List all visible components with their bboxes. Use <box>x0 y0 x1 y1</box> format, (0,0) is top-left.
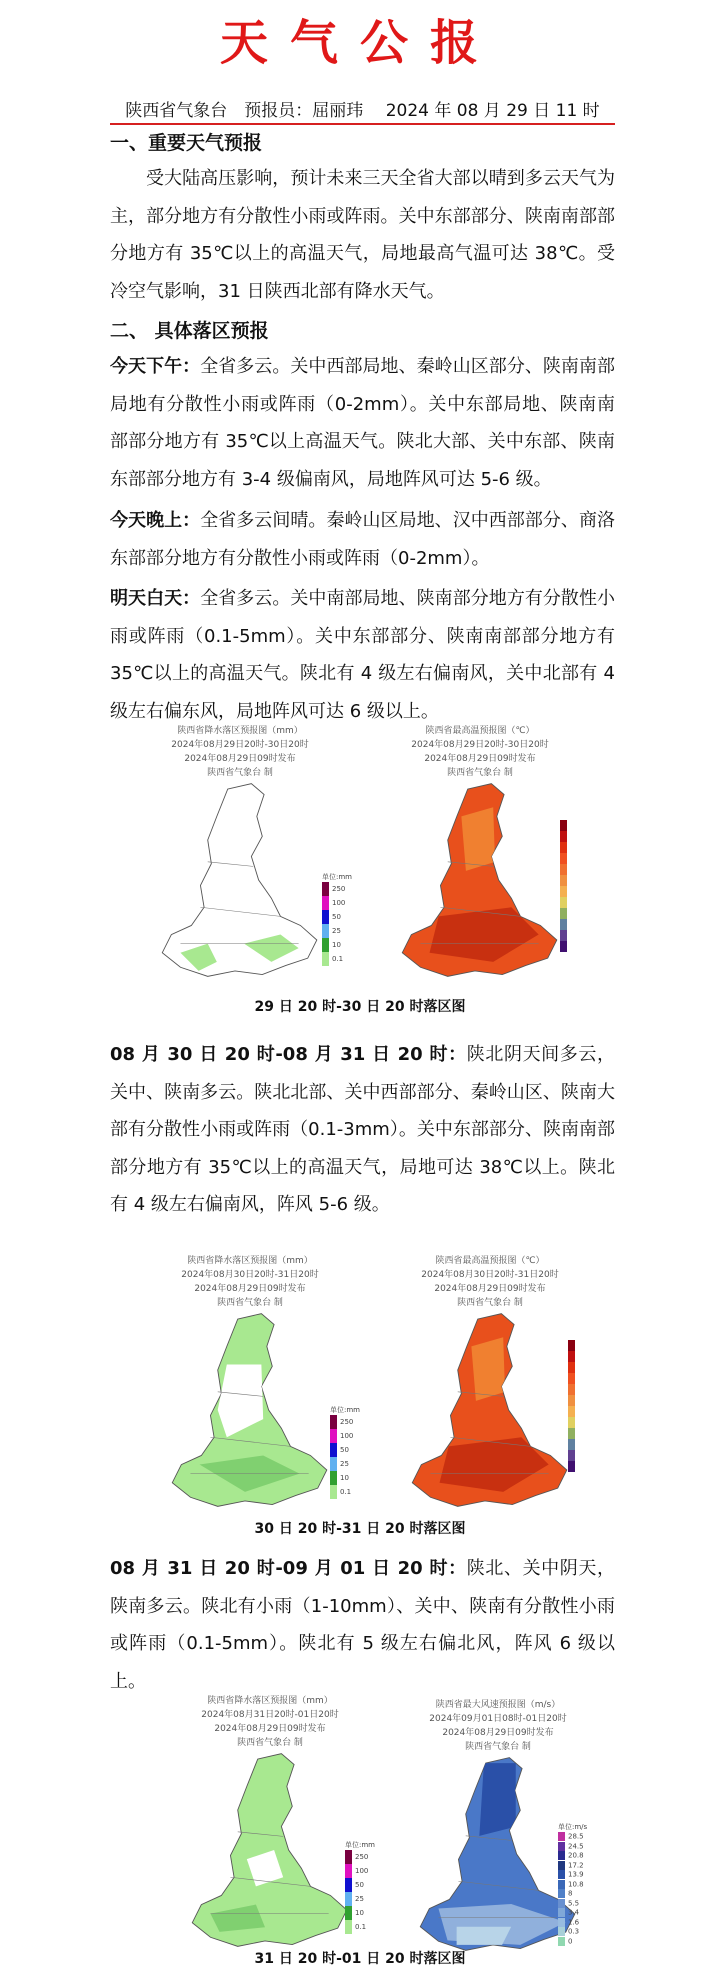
legend-swatch <box>568 1384 575 1395</box>
maps1-caption: 29 日 20 时-30 日 20 时落区图 <box>254 999 466 1015</box>
map-maker: 陕西省气象台 制 <box>457 1298 523 1308</box>
legend-entry: 10 <box>322 938 352 952</box>
legend-swatch <box>568 1417 575 1428</box>
legend-entry: 0.1 <box>345 1920 375 1934</box>
bulletin-title: 天气公报 <box>219 15 500 71</box>
tonight-forecast <box>110 502 615 577</box>
legend-swatch <box>560 897 567 908</box>
legend-unit: 单位:mm <box>330 1406 360 1414</box>
legend-entry: 17.2 <box>558 1861 587 1871</box>
legend-swatch <box>560 820 567 831</box>
map-title: 陕西省最大风速预报图（m/s） <box>435 1700 561 1710</box>
section2-heading: 二、 具体落区预报 <box>110 320 269 342</box>
map-issued: 2024年08月29日09时发布 <box>214 1724 326 1734</box>
legend-entry: 0.1 <box>322 952 352 966</box>
maps3-caption: 31 日 20 时-01 日 20 时落区图 <box>254 1951 466 1967</box>
legend-entry: 5.5 <box>558 1899 587 1909</box>
tonight-label: 今天晚上： <box>110 510 201 531</box>
legend-entry: 10.8 <box>558 1880 587 1890</box>
map-issued: 2024年08月29日09时发布 <box>434 1284 546 1294</box>
shaanxi-map-shape <box>360 780 590 980</box>
map-header <box>120 724 360 780</box>
map-maker: 陕西省气象台 制 <box>237 1738 303 1748</box>
legend-entry: 25 <box>345 1892 375 1906</box>
period2-text: 陕北阴天间多云，关中、陕南多云。陕北北部、关中西部部分、秦岭山区、陕南大部有分散性小雨或阵雨（0.1-3mm）。关中东部部分、陕南南部部分地方有 35℃以上的高温天气，局地可达 38℃以上。陕北有 4 级左右偏南风，阵风 5-6 级。 <box>110 1044 615 1215</box>
legend-entry: 100 <box>345 1864 375 1878</box>
legend-entry: 50 <box>330 1443 360 1457</box>
legend-swatch <box>568 1450 575 1461</box>
temp-legend-2 <box>568 1340 575 1472</box>
bulletin-meta: 陕西省气象台 预报员：屈丽玮 2024 年 08 月 29 日 11 时 <box>110 96 615 125</box>
legend-entry: 0 <box>558 1937 587 1947</box>
legend-entry: 13.9 <box>558 1870 587 1880</box>
legend-swatch <box>560 919 567 930</box>
shaanxi-map-shape <box>130 1310 360 1510</box>
legend-entry: 0.1 <box>330 1485 360 1499</box>
rain-legend-3 <box>345 1840 375 1934</box>
legend-entry: 50 <box>345 1878 375 1892</box>
map-header <box>360 724 600 780</box>
legend-swatch <box>568 1395 575 1406</box>
map-issued: 2024年08月29日09时发布 <box>184 754 296 764</box>
afternoon-label: 今天下午： <box>110 356 201 377</box>
legend-unit: 单位:mm <box>322 873 352 881</box>
legend-swatch <box>560 864 567 875</box>
legend-entry: 20.8 <box>558 1851 587 1861</box>
section1-text: 受大陆高压影响，预计未来三天全省大部以晴到多云天气为主，部分地方有分散性小雨或阵雨。关中东部部分、陕南南部部分地方有 35℃以上的高温天气，局地最高气温可达 38℃。受冷空气影响，31 日陕西北部有降水天气。 <box>110 168 615 302</box>
rain-legend-1 <box>322 872 352 966</box>
legend-swatch <box>560 930 567 941</box>
map-header <box>150 1694 390 1750</box>
tomorrow-label: 明天白天： <box>110 588 201 609</box>
legend-swatch <box>568 1373 575 1384</box>
shaanxi-map-shape <box>370 1310 600 1510</box>
legend-swatch <box>568 1461 575 1472</box>
map-maker: 陕西省气象台 制 <box>465 1742 531 1752</box>
tomorrow-text: 全省多云。关中南部局地、陕南部分地方有分散性小雨或阵雨（0.1-5mm）。关中东部部分、陕南南部部分地方有 35℃以上的高温天气。陕北有 4 级左右偏南风，关中北部有 4 级左右偏东风，局地阵风可达 6 级以上。 <box>110 588 615 722</box>
legend-entry: 100 <box>330 1429 360 1443</box>
map-period: 2024年09月01日08时-01日20时 <box>429 1714 567 1724</box>
legend-swatch <box>568 1351 575 1362</box>
map-title: 陕西省降水落区预报图（mm） <box>207 1696 333 1706</box>
legend-swatch <box>568 1362 575 1373</box>
legend-entry: 8 <box>558 1889 587 1899</box>
legend-unit: 单位:m/s <box>558 1823 588 1831</box>
legend-swatch <box>560 831 567 842</box>
afternoon-forecast <box>110 348 615 498</box>
legend-entry: 24.5 <box>558 1842 587 1852</box>
legend-entry: 50 <box>322 910 352 924</box>
legend-entry: 28.5 <box>558 1832 587 1842</box>
map-maker: 陕西省气象台 制 <box>217 1298 283 1308</box>
map-period: 2024年08月29日20时-30日20时 <box>411 740 549 750</box>
legend-entry: 250 <box>330 1415 360 1429</box>
legend-entry: 3.4 <box>558 1908 587 1918</box>
period2-label: 08 月 30 日 20 时-08 月 31 日 20 时： <box>110 1044 467 1065</box>
map-maker: 陕西省气象台 制 <box>207 768 273 778</box>
legend-swatch <box>560 886 567 897</box>
legend-entry: 1.6 <box>558 1918 587 1928</box>
map-period: 2024年08月29日20时-30日20时 <box>171 740 309 750</box>
legend-swatch <box>560 875 567 886</box>
period3-forecast <box>110 1550 615 1700</box>
legend-entry: 0.3 <box>558 1927 587 1937</box>
shaanxi-map-shape <box>120 780 350 980</box>
legend-unit: 单位:mm <box>345 1841 375 1849</box>
map-issued: 2024年08月29日09时发布 <box>194 1284 306 1294</box>
map-issued: 2024年08月29日09时发布 <box>424 754 536 764</box>
legend-swatch <box>560 908 567 919</box>
map-period: 2024年08月31日20时-01日20时 <box>201 1710 339 1720</box>
rain-legend-2 <box>330 1405 360 1499</box>
legend-entry: 10 <box>330 1471 360 1485</box>
map-header <box>370 1254 610 1310</box>
map-header <box>378 1698 618 1754</box>
section1-heading: 一、重要天气预报 <box>110 132 263 154</box>
legend-swatch <box>568 1340 575 1351</box>
map-maker: 陕西省气象台 制 <box>447 768 513 778</box>
map-title: 陕西省降水落区预报图（mm） <box>177 726 303 736</box>
map-issued: 2024年08月29日09时发布 <box>442 1728 554 1738</box>
legend-swatch <box>568 1428 575 1439</box>
tonight-text: 全省多云间晴。秦岭山区局地、汉中西部部分、商洛东部部分地方有分散性小雨或阵雨（0-2mm）。 <box>110 510 615 569</box>
legend-swatch <box>568 1406 575 1417</box>
legend-entry: 100 <box>322 896 352 910</box>
map-header <box>130 1254 370 1310</box>
legend-entry: 250 <box>322 882 352 896</box>
afternoon-text: 全省多云。关中西部局地、秦岭山区部分、陕南南部局地有分散性小雨或阵雨（0-2mm）。关中东部局地、陕南南部部分地方有 35℃以上高温天气。陕北大部、关中东部、陕南东部部分地方有 3-4 级偏南风，局地阵风可达 5-6 级。 <box>110 356 615 490</box>
tomorrow-forecast <box>110 580 615 730</box>
legend-entry: 25 <box>322 924 352 938</box>
legend-entry: 10 <box>345 1906 375 1920</box>
maps2-caption: 30 日 20 时-31 日 20 时落区图 <box>254 1521 466 1537</box>
wind-legend-3 <box>558 1822 587 1946</box>
temp-legend-1 <box>560 820 567 952</box>
period3-text: 陕北、关中阴天，陕南多云。陕北有小雨（1-10mm）、关中、陕南有分散性小雨或阵雨（0.1-5mm）。陕北有 5 级左右偏北风，阵风 6 级以上。 <box>110 1558 615 1692</box>
map-title: 陕西省最高温预报图（℃） <box>425 726 535 736</box>
legend-swatch <box>560 941 567 952</box>
legend-swatch <box>560 853 567 864</box>
map-title: 陕西省降水落区预报图（mm） <box>187 1256 313 1266</box>
period2-forecast <box>110 1036 615 1224</box>
legend-swatch <box>568 1439 575 1450</box>
map-title: 陕西省最高温预报图（℃） <box>435 1256 545 1266</box>
period3-label: 08 月 31 日 20 时-09 月 01 日 20 时： <box>110 1558 467 1579</box>
legend-swatch <box>560 842 567 853</box>
legend-entry: 25 <box>330 1457 360 1471</box>
map-period: 2024年08月30日20时-31日20时 <box>421 1270 559 1280</box>
map-period: 2024年08月30日20时-31日20时 <box>181 1270 319 1280</box>
legend-entry: 250 <box>345 1850 375 1864</box>
